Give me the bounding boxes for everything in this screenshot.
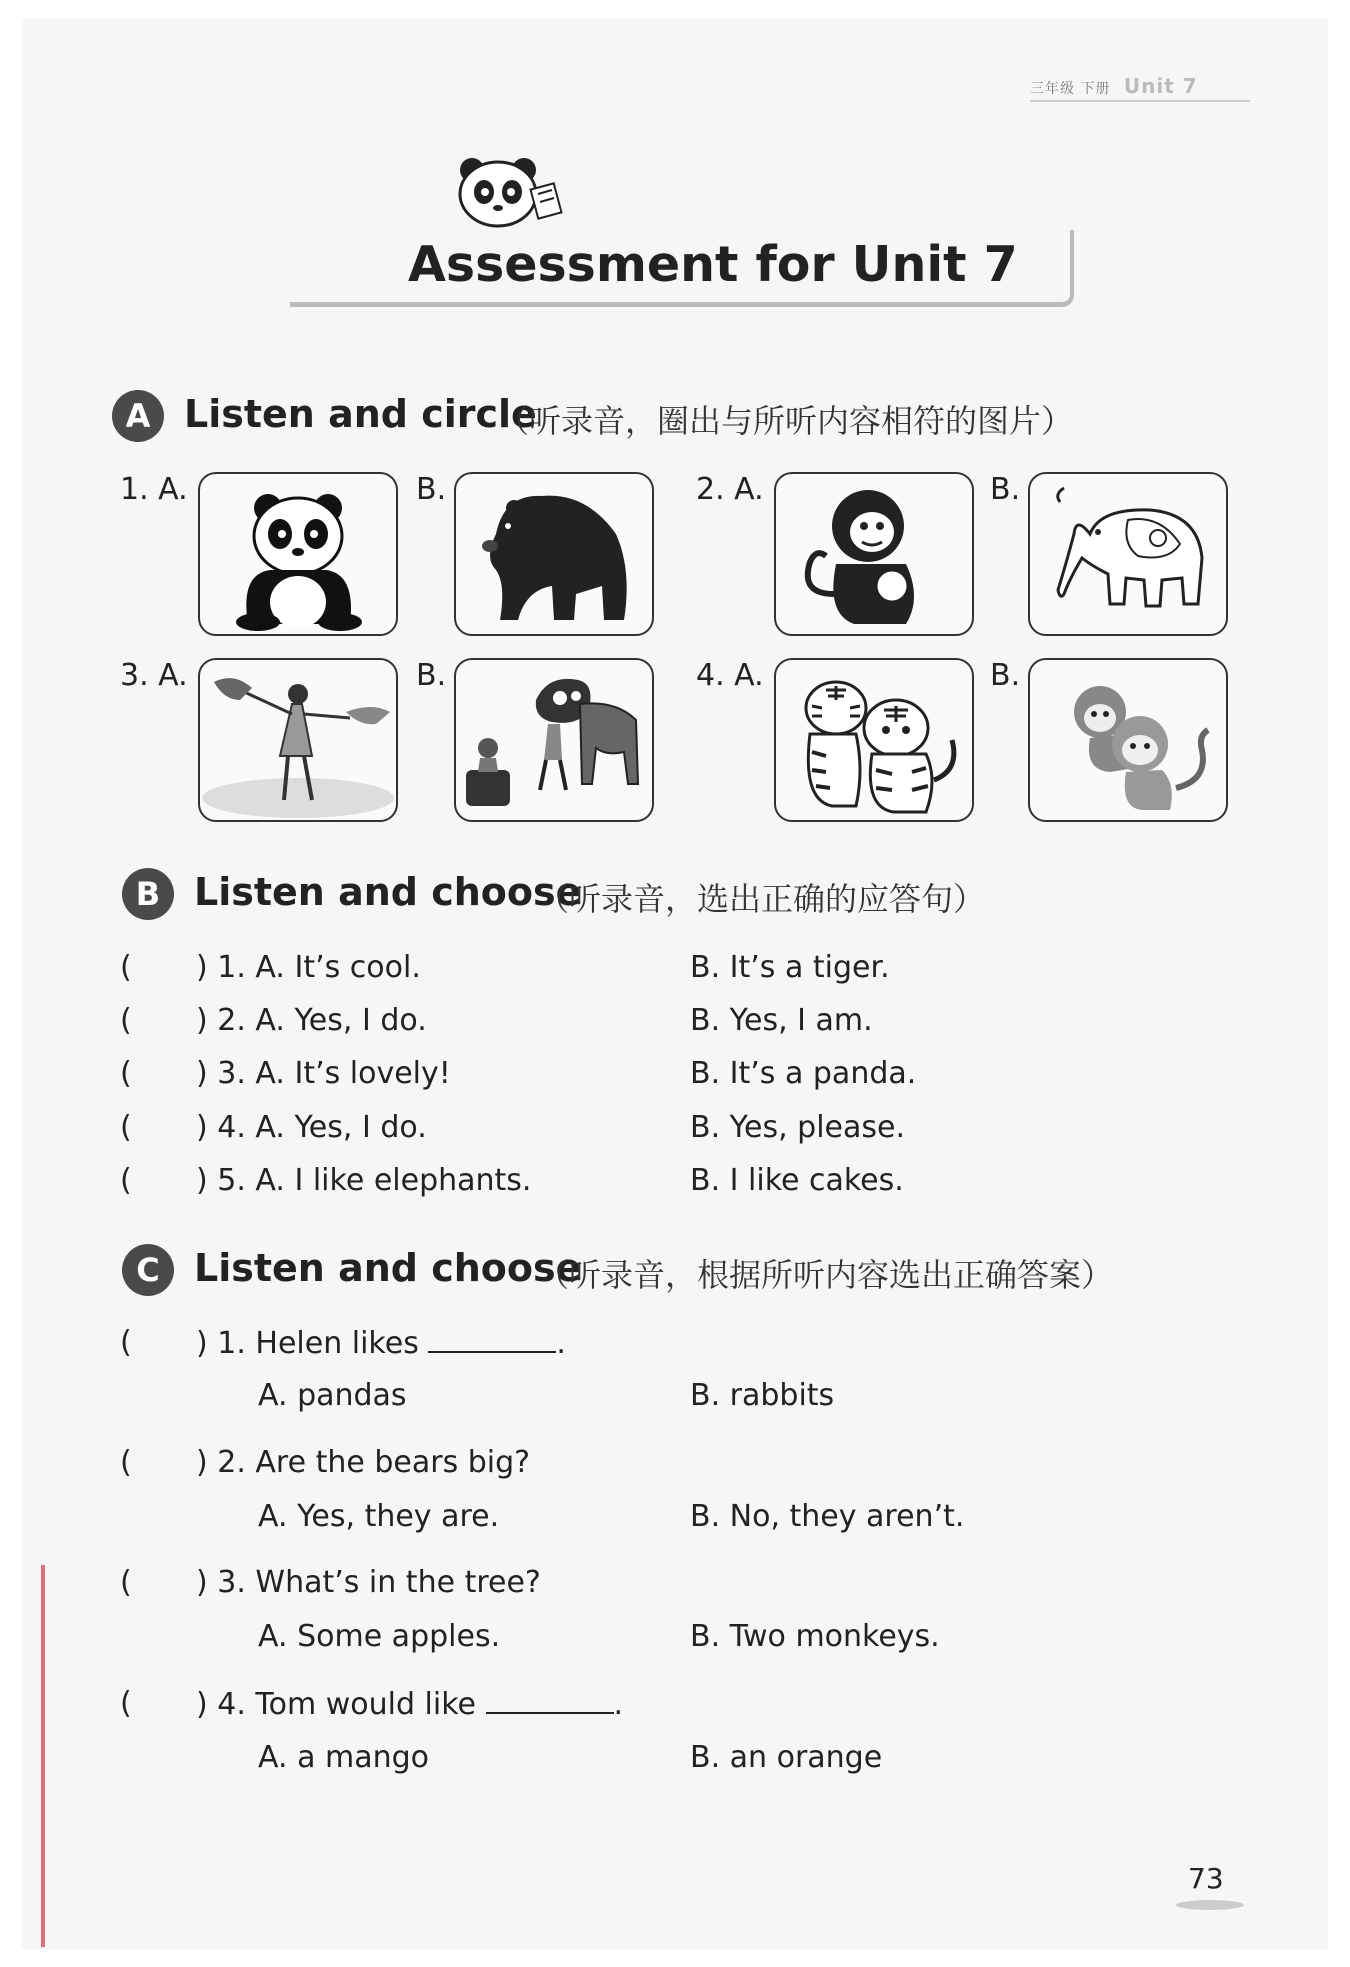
margin-line [41, 1565, 45, 1947]
item-b1-option-b: B. It’s a tiger. [690, 950, 890, 985]
unit-label: Unit 7 [1123, 74, 1198, 98]
item-c2-question: ) 2. Are the bears big? [196, 1445, 531, 1480]
section-c-title: Listen and choose [194, 1246, 582, 1290]
item-c4-question-end: . [613, 1687, 624, 1722]
question-a4-label: 4. A. [696, 658, 764, 693]
item-b1-option-a: ) 1. A. It’s cool. [196, 950, 421, 985]
bear-icon[interactable] [454, 472, 654, 636]
answer-paren-c2[interactable]: ( [120, 1445, 132, 1480]
section-a-badge: A [112, 390, 164, 442]
item-c1-option-b: B. rabbits [690, 1378, 835, 1413]
item-c1-question-end: . [556, 1326, 566, 1361]
answer-paren-c3[interactable]: ( [120, 1565, 132, 1600]
tigers-icon[interactable] [774, 658, 974, 822]
item-c2-option-b: B. No, they aren’t. [690, 1499, 965, 1534]
section-b-subtitle: （听录音，选出正确的应答句） [537, 880, 986, 918]
item-c1-question-text: ) 1. Helen likes [196, 1326, 419, 1361]
answer-paren-b4[interactable]: ( [120, 1110, 132, 1145]
monkey-icon[interactable] [774, 472, 974, 636]
grade-label: 三年级 下册 [1030, 81, 1111, 97]
panda-icon[interactable] [198, 472, 398, 636]
item-c3-option-b: B. Two monkeys. [690, 1619, 940, 1654]
answer-paren-c1[interactable]: ( [120, 1325, 132, 1360]
item-c3-option-a: A. Some apples. [258, 1619, 501, 1654]
section-b-badge: B [122, 868, 174, 920]
item-c2-option-a: A. Yes, they are. [258, 1499, 500, 1534]
lion-dance-icon[interactable] [454, 658, 654, 822]
answer-paren-c4[interactable]: ( [120, 1686, 132, 1721]
item-b4-option-b: B. Yes, please. [690, 1110, 905, 1145]
item-b5-option-a: ) 5. A. I like elephants. [196, 1163, 532, 1198]
item-b5-option-b: B. I like cakes. [690, 1163, 904, 1198]
page-title: Assessment for Unit 7 [408, 236, 1018, 293]
answer-paren-b5[interactable]: ( [120, 1163, 132, 1198]
elephant-icon[interactable] [1028, 472, 1228, 636]
page-number-swoosh [1176, 1900, 1244, 1910]
item-b4-option-a: ) 4. A. Yes, I do. [196, 1110, 427, 1145]
dancer-icon[interactable] [198, 658, 398, 822]
item-c1-option-a: A. pandas [258, 1378, 407, 1413]
fill-blank-c1[interactable] [428, 1325, 556, 1353]
section-c-subtitle: （听录音，根据所听内容选出正确答案） [537, 1256, 1114, 1294]
answer-paren-b2[interactable]: ( [120, 1003, 132, 1038]
question-a3-label: 3. A. [120, 658, 188, 693]
item-b2-option-a: ) 2. A. Yes, I do. [196, 1003, 427, 1038]
fill-blank-c4[interactable] [486, 1686, 614, 1714]
answer-paren-b1[interactable]: ( [120, 950, 132, 985]
item-c4-option-a: A. a mango [258, 1740, 430, 1775]
item-b3-option-b: B. It’s a panda. [690, 1056, 917, 1091]
item-b3-option-a: ) 3. A. It’s lovely! [196, 1056, 451, 1091]
item-c4-question-text: ) 4. Tom would like [196, 1687, 476, 1722]
header-tag [1030, 74, 1198, 98]
item-c3-question: ) 3. What’s in the tree? [196, 1565, 541, 1600]
item-c4-option-b: B. an orange [690, 1740, 883, 1775]
question-a4-b-label: B. [990, 658, 1021, 693]
answer-paren-b3[interactable]: ( [120, 1056, 132, 1091]
item-b2-option-b: B. Yes, I am. [690, 1003, 873, 1038]
question-a3-b-label: B. [416, 658, 447, 693]
question-a2-b-label: B. [990, 472, 1021, 507]
section-a-subtitle: （听录音，圈出与所听内容相符的图片） [497, 402, 1074, 440]
section-c-badge: C [122, 1244, 174, 1296]
item-c4-question [196, 1686, 623, 1722]
question-a1-b-label: B. [416, 472, 447, 507]
item-c1-question [196, 1325, 566, 1361]
monkeys-icon[interactable] [1028, 658, 1228, 822]
section-b-title: Listen and choose [194, 870, 582, 914]
page-number: 73 [1188, 1862, 1224, 1895]
question-a2-label: 2. A. [696, 472, 764, 507]
section-a-title: Listen and circle [184, 392, 537, 436]
question-a1-label: 1. A. [120, 472, 188, 507]
